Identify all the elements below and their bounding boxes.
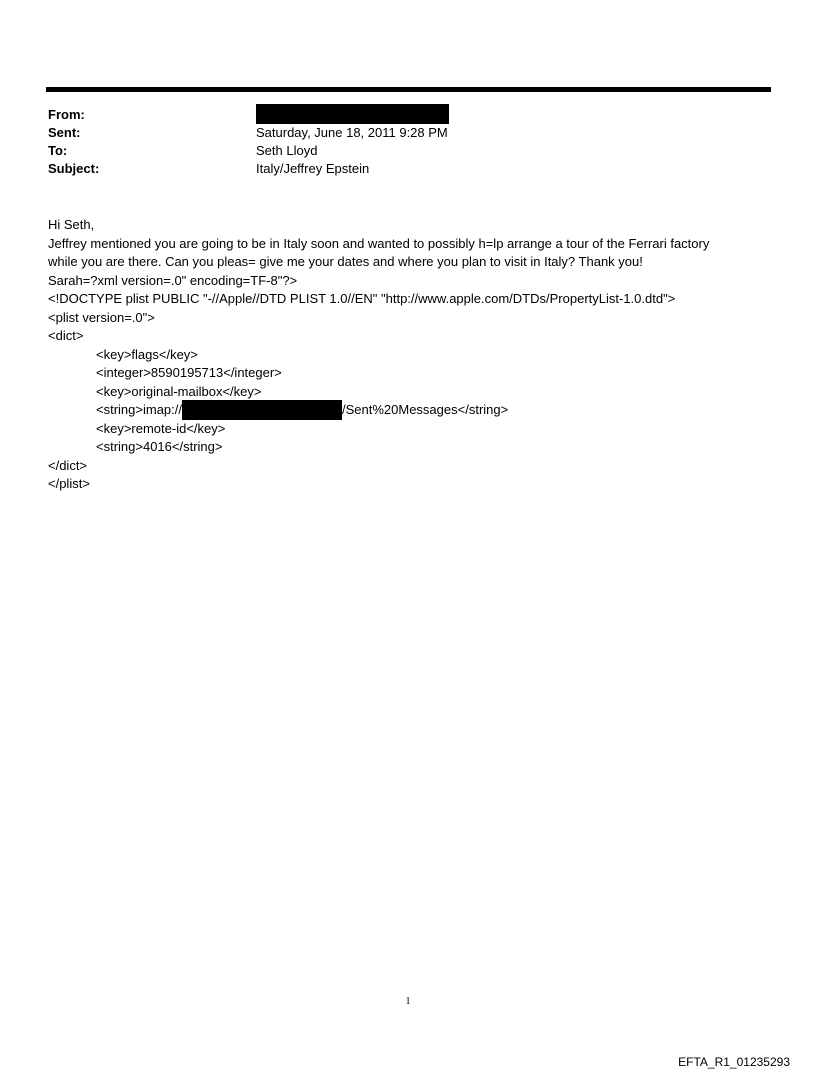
body-line: </dict> [48, 457, 88, 473]
to-label: To: [48, 143, 68, 158]
from-row [48, 106, 449, 124]
imap-prefix: <string>imap:// [96, 402, 182, 417]
body-line: <string>4016</string> [96, 439, 223, 454]
redaction-block [182, 400, 342, 420]
imap-suffix: /Sent%20Messages</string> [342, 402, 509, 417]
body-line: <key>original-mailbox</key> [96, 383, 262, 399]
body-line: Sarah=?xml version=.0" encoding=TF-8"?> [48, 272, 298, 288]
from-value [256, 106, 449, 124]
body-line: <key>flags</key> [96, 346, 198, 362]
sent-value: Saturday, June 18, 2011 9:28 PM [256, 125, 448, 140]
document-id: EFTA_R1_01235293 [678, 1055, 790, 1069]
subject-row [48, 160, 449, 178]
page-number: 1 [405, 996, 411, 1007]
greeting: Hi Seth, [48, 217, 95, 232]
imap-line [48, 401, 778, 420]
subject-label: Subject: [48, 161, 100, 176]
header-rule [46, 87, 771, 92]
body-line: </plist> [48, 476, 90, 491]
body-line: <integer>8590195713</integer> [96, 365, 282, 380]
body-line: <key>remote-id</key> [96, 420, 226, 436]
email-header [48, 106, 449, 178]
from-label: From: [48, 107, 85, 122]
body-line: <plist version=.0"> [48, 309, 155, 325]
sent-row [48, 124, 449, 142]
body-line: <!DOCTYPE plist PUBLIC "-//Apple//DTD PLIST 1.0//EN" "http://www.apple.com/DTDs/PropertyList-1.0.dtd"> [48, 291, 676, 306]
to-value: Seth Lloyd [256, 143, 318, 158]
body-line: <dict> [48, 328, 84, 343]
to-row [48, 142, 449, 160]
email-body [48, 216, 778, 494]
body-line: while you are there. Can you pleas= give me your dates and where you plan to visit in Italy? Thank you! [48, 254, 643, 269]
subject-value: Italy/Jeffrey Epstein [256, 161, 370, 176]
sent-label: Sent: [48, 125, 81, 140]
body-line: Jeffrey mentioned you are going to be in Italy soon and wanted to possibly h=lp arrange a tour of the Ferrari factory [48, 235, 710, 251]
redaction-block [256, 104, 449, 124]
